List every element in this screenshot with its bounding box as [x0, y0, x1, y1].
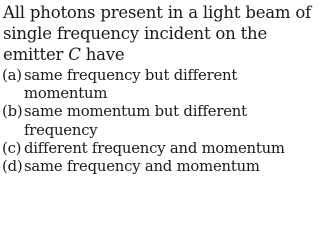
- option-text: same frequency but different: [24, 67, 238, 84]
- emitter-variable: C: [68, 45, 81, 64]
- question-text: [3, 2, 317, 65]
- option-a[interactable]: [2, 67, 318, 103]
- option-letter: (b): [2, 103, 23, 121]
- option-b[interactable]: [2, 103, 318, 139]
- answer-options: [2, 67, 318, 176]
- option-text: different frequency and momentum: [24, 139, 285, 157]
- question-line: single frequency incident on the: [3, 24, 268, 43]
- question-text-fragment: emitter: [3, 45, 69, 64]
- question-line: [3, 44, 317, 65]
- option-d[interactable]: [2, 158, 318, 176]
- option-text: frequency: [24, 121, 98, 139]
- option-text: same momentum but different: [24, 103, 247, 121]
- option-letter: (a): [2, 67, 22, 84]
- option-text: same frequency and momentum: [24, 158, 260, 176]
- option-c[interactable]: [2, 140, 318, 158]
- question-line: All photons present in a light beam of: [3, 3, 312, 22]
- option-text: momentum: [24, 85, 108, 103]
- option-letter: (c): [2, 139, 22, 157]
- option-letter: (d): [2, 158, 23, 176]
- question-text-fragment: have: [80, 45, 125, 64]
